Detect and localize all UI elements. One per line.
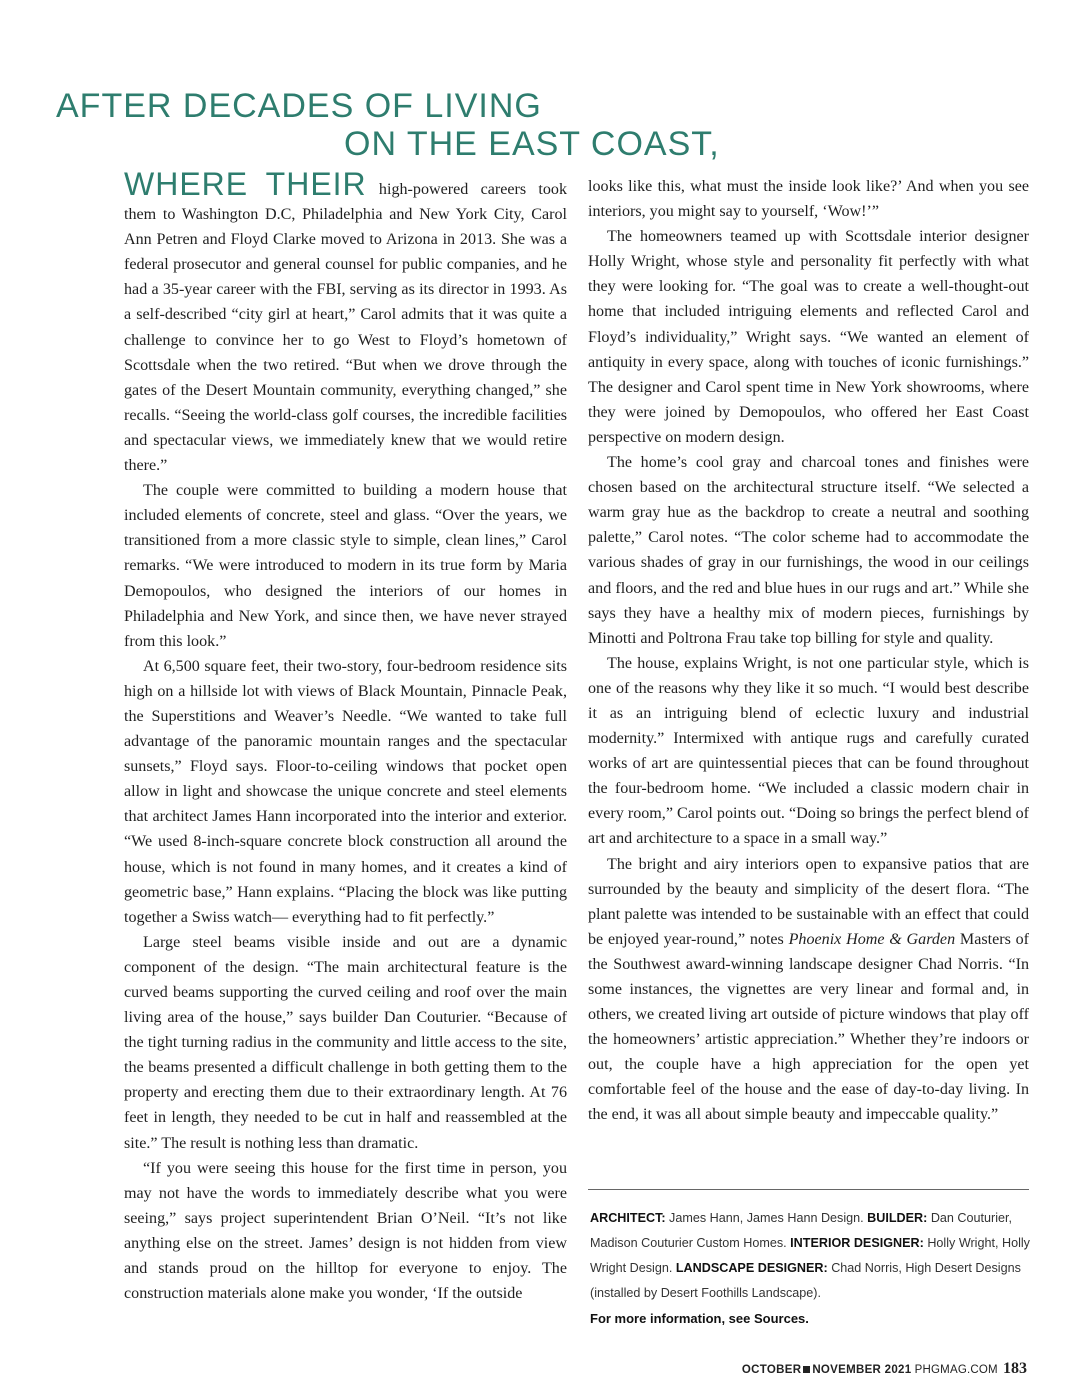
credit-label: LANDSCAPE DESIGNER: [675,1261,828,1275]
paragraph: The couple were committed to building a modern house that included elements of concrete, steel and glass. “Over the years, we transitioned from a more classic style to simple, clean lines,” Carol remarks. “We were introduced to modern in its true form by Maria Demopoulos, who designed the interiors of our homes in Philadelphia and New York, and since then, we have never strayed from this look.” [124,482,567,650]
paragraph: Large steel beams visible inside and out are a dynamic component of the design. “The main architectural feature is the curved beams supporting the curved ceiling and roof over the main living area of the house,” says builder Dan Couturier. “Because of the tight turning radius in the community and little access to the site, the beams presented a difficult challenge in both getting them to the property and erecting them due to their extraordinary length. At 76 feet in length, they needed to be cut in half and reassembled at the site.” The result is nothing less than dramatic. [124,933,567,1152]
credit-label: BUILDER: [867,1211,928,1225]
square-separator-icon [803,1366,810,1373]
paragraph-text: high-powered careers took them to Washington D.C, Philadelphia and New York City, Carol Ann Petren and Floyd Clarke moved to Arizona in 2013. She was a federal prosecutor and general counsel for public companies, and he had a 35-year career with the FBI, serving as its director in 1993. As a self-described “city girl at heart,” Carol admits that it was quite a challenge to convince her to go West to Floyd’s hometown of Scottsdale when the two retired. “But when we drove through the gates of the Desert Mountain community, everything changed,” she recalls. “Seeing the world-class golf courses, the incredible facilities and spectacular views, we immediately knew that we would retire there.” [124,181,568,475]
project-credits [590,1206,1030,1332]
paragraph: “If you were seeing this house for the first time in person, you may not have the words to immediately describe what you were seeing,” says project superintendent Brian O’Neil. “It’s not like anything else on the street. James’ design is not hidden from view and stands proud on the hilltop for everyone to enjoy. The construction materials alone make you wonder, ‘If the outside [124,1159,567,1303]
credit-value: James Hann, James Hann Design. [665,1211,868,1225]
issue-month-start: OCTOBER [741,1364,802,1376]
paragraph-text: Masters of the Southwest award-winning landscape designer Chad Norris. “In some instances, the vignettes are very linear and formal and, in others, we created living art outside of picture windows that play off the homeowners’ artistic appreciation.” Whether they’re indoors or out, the couple have a high appreciation for the open yet comfortable feel of the house and the ease of day-to-day living. In the end, it was all about simple beauty and impeccable quality.” [588,930,1029,1124]
paragraph [124,166,568,478]
paragraph: looks like this, what must the inside look like?’ And when you see interiors, you might say to yourself, ‘Wow!’” [588,178,1029,221]
article-column-right [588,174,1029,1128]
credit-label: ARCHITECT: [590,1211,666,1225]
paragraph [588,852,1029,1128]
credit-label: INTERIOR DESIGNER: [790,1236,924,1250]
paragraph: At 6,500 square feet, their two-story, four-bedroom residence sits high on a hillside lot with views of Black Mountain, Pinnacle Peak, the Superstitions and Weaver’s Needle. “We wanted to take full advantage of the panoramic mountain ranges and the spectacular sunsets,” Floyd says. Floor-to-ceiling windows that pocket open allow in light and showcase the unique concrete and steel elements that architect James Hann incorporated into the interior and exterior. “We used 8-inch-square concrete block construction all around the house, which is not found in many homes, and it creates a kind of geometric base,” Hann explains. “Placing the block was like putting together a Swiss watch— everything had to fit perfectly.” [124,657,567,926]
paragraph: The house, explains Wright, is not one particular style, which is one of the reasons why they like it so much. “I would best describe it as an intriguing blend of eclectic luxury and industrial modernity.” Intermixed with antique rugs and carefully curated works of art are quintessential pieces that can be found throughout the four-bedroom home. “We included a classic modern chair in every room,” Carol points out. “Doing so brings the perfect blend of art and architecture to a space in a small way.” [588,654,1029,848]
magazine-title: Phoenix Home & Garden [788,930,956,948]
page-footer [742,1360,1027,1378]
credit-value: Dan Couturier, Madison Couturier Custom Homes. [590,1211,1013,1250]
paragraph: The home’s cool gray and charcoal tones and finishes were chosen based on the architectural structure itself. “We selected a warm gray hue as the backdrop to create a neutral and soothing palette,” Carol notes. “The color scheme had to accommodate the various shades of gray in our furnishings, the wood in our ceilings and floors, and the red and blue hues in our rugs and art.” While she says they have a healthy mix of modern pieces, furnishings by Minotti and Poltrona Frau take top billing for style and quality. [588,454,1029,647]
credit-value: Holly Wright, Holly Wright Design. [590,1236,1030,1275]
headline-line-1: AFTER DECADES OF LIVING [56,87,542,125]
lead-in: WHERE THEIR [124,166,367,202]
paragraph: The homeowners teamed up with Scottsdale interior designer Holly Wright, whose style and personality fit perfectly with what they were looking for. “The goal was to create a well-thought-out home that included intriguing elements and reflected Carol and Floyd’s individuality,” Wright says. “We wanted an element of antiquity in every space, along with touches of iconic furnishings.” The designer and Carol spent time in New York showrooms, where they were joined by Demopoulos, who offered her East Coast perspective on modern design. [588,228,1029,446]
sources-note: For more information, see Sources. [590,1311,809,1326]
credits-divider [588,1189,1029,1190]
issue-month-end: NOVEMBER 2021 [812,1364,912,1376]
headline-line-2: ON THE EAST COAST, [344,125,720,163]
page-number: 183 [1003,1360,1027,1377]
paragraph-text: The bright and airy interiors open to expansive patios that are surrounded by the beauty and simplicity of the desert flora. “The plant palette was intended to be sustainable with an effect that could be enjoyed year-round,” notes [588,855,1029,948]
website: PHGMAG.COM [914,1364,998,1376]
article-column-left [124,166,568,1306]
credit-value: Chad Norris, High Desert Designs (installed by Desert Foothills Landscape). [590,1261,1021,1300]
